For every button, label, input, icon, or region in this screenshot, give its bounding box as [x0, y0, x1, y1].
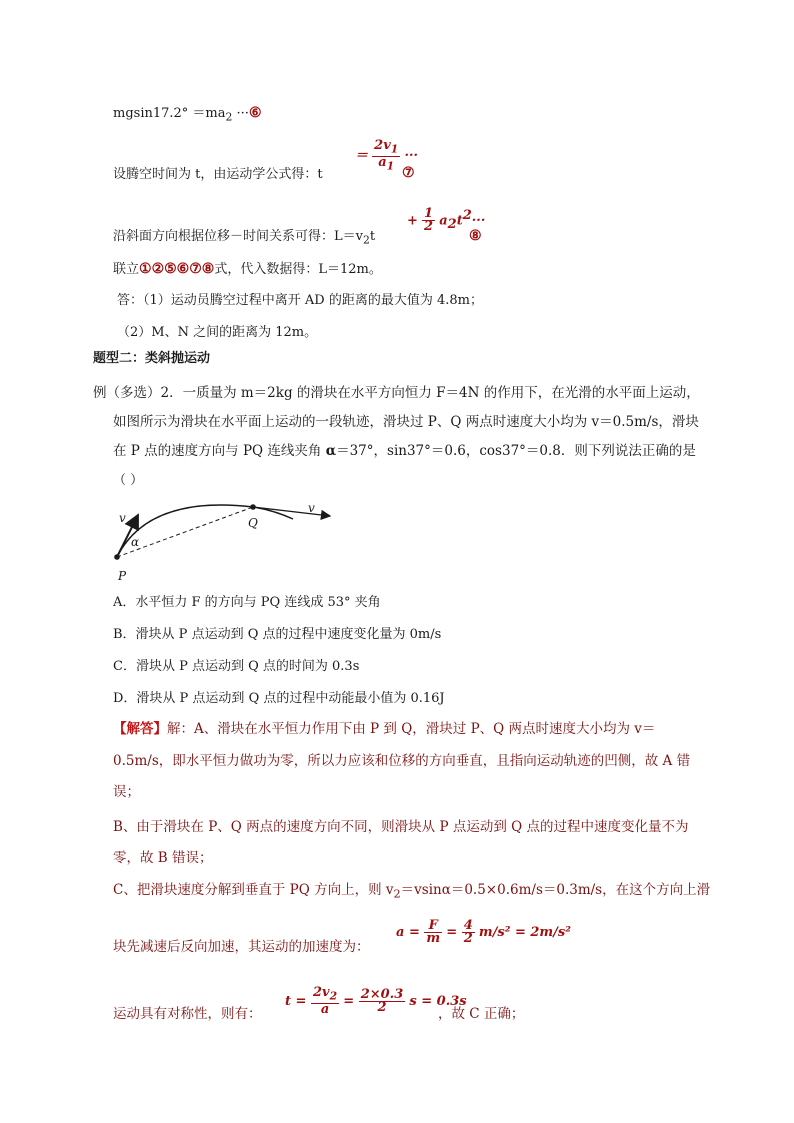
equation-line-6 [113, 103, 262, 128]
option-a: A．水平恒力 F 的方向与 PQ 连线成 53° 夹角 [113, 595, 381, 610]
line-text: 在 P 点的速度方向与 PQ 连线夹角 [113, 443, 326, 459]
t-symbol: t [285, 993, 292, 1009]
equation-numbers: ①②⑤⑥⑦⑧ [139, 261, 215, 277]
fraction-2v2-a [311, 987, 339, 1016]
denominator: m [426, 931, 441, 946]
answer-line-4: B、由于滑块在 P、Q 两点的速度方向不同，则滑块从 P 点运动到 Q 点的过程中速度变化量不为 [113, 819, 689, 835]
question-line-2: 如图所示为滑块在水平面上运动的一段轨迹，滑块过 P、Q 两点时速度大小均为 v＝0.5m/s，滑块 [113, 414, 699, 430]
answer-line-1 [113, 719, 655, 739]
answer-line-1: 答：（1）运动员腾空过程中离开 AD 的距离的最大值为 4.8m； [117, 293, 483, 308]
numerator: 2v [374, 138, 391, 153]
label-q: Q [248, 516, 258, 530]
numerator: 4 [463, 918, 473, 933]
subscript: 2 [225, 110, 233, 124]
label-v-right: v [308, 501, 315, 515]
label-v-left: v [119, 511, 126, 525]
answer-text: C、把滑块速度分解到垂直于 PQ 方向上，则 v [113, 882, 394, 898]
formula-tail: m/s² = 2m/s² [478, 925, 571, 940]
answer-line-6 [113, 880, 710, 905]
equation-number: ⑦ [402, 165, 415, 181]
subscript: 2 [447, 216, 457, 232]
answer-text: 解：A、滑块在水平恒力作用下由 P 到 Q，滑块过 P、Q 两点时速度大小均为 v＝ [167, 721, 656, 737]
answer-line-2: 0.5m/s，即水平恒力做功为零，所以力应该和位移的方向垂直，且指向运动轨迹的凹侧，故 A 错 [113, 753, 691, 769]
label-p: P [118, 569, 127, 583]
fraction-f-m [424, 920, 442, 945]
formula-tail: s = 0.3s [409, 993, 467, 1009]
equals: ＝ [355, 148, 369, 164]
question-line-3 [113, 441, 696, 461]
denominator: a [378, 154, 387, 170]
line-text-tail: 式，代入数据得：L＝12m。 [214, 262, 382, 277]
accel-formula: a = $\frac{F}{m}$ = $\frac{4}{2}$ m/s² = 2m/s² [396, 918, 571, 946]
answer-line-3: 误； [113, 784, 140, 800]
ellipsis: ··· [404, 148, 419, 164]
equation-line-8 [113, 227, 375, 251]
numerator-sub: 1 [390, 142, 399, 156]
t-symbol: t [369, 229, 376, 244]
fraction-numeric [359, 986, 406, 1015]
fraction [372, 140, 400, 172]
fraction-half [422, 208, 435, 233]
answer-line-8-end: ，故 C 正确； [438, 1006, 525, 1022]
numerator: 2×0.3 [360, 986, 404, 1002]
alpha-symbol: α [325, 443, 337, 459]
trajectory-diagram [108, 495, 348, 595]
answer-line-8: 运动具有对称性，则有： [113, 1006, 262, 1022]
velocity-arrow-q [253, 507, 330, 516]
answer-line-7: 块先减速后反向加速，其运动的加速度为： [113, 939, 370, 955]
plus: + [407, 213, 418, 229]
line-text: 联立 [113, 262, 140, 277]
answer-line-5: 零，故 B 错误； [113, 850, 213, 866]
superscript: 2 [462, 208, 472, 223]
subscript: 2 [393, 887, 401, 901]
time-formula: t = $\frac{2v_2}{a}$ = $\frac{2\times 0.3}{2}$ s = 0.3s [285, 985, 467, 1017]
numerator: 1 [424, 206, 434, 222]
equation-number: ⑧ [469, 228, 482, 244]
question-line-1: 例（多选）2．一质量为 m＝2kg 的滑块在水平方向恒力 F＝4N 的作用下，在光滑的水平面上运动， [93, 385, 700, 401]
answer-text-tail: ＝vsinα＝0.5×0.6m/s＝0.3m/s，在这个方向上滑 [400, 882, 711, 898]
t-symbol: t [456, 213, 463, 229]
section-title: 题型二：类斜抛运动 [93, 351, 211, 366]
line-text: 设腾空时间为 t，由运动学公式得：t [113, 167, 323, 182]
option-d: D．滑块从 P 点运动到 Q 点的过程中动能最小值为 0.16J [113, 691, 445, 706]
denominator: 2 [424, 219, 434, 235]
line-text-tail: ＝37°，sin37°＝0.6，cos37°＝0.8．则下列说法正确的是 [336, 443, 696, 459]
ellipsis: ··· [471, 213, 486, 229]
ellipsis: ··· [232, 106, 249, 121]
denominator: 2 [463, 931, 473, 946]
equation-number: ⑥ [248, 105, 262, 121]
numerator: 2v [312, 985, 330, 1000]
answer-line-2: （2）M、N 之间的距离为 12m。 [117, 325, 318, 340]
answer-blank: （ ） [113, 473, 144, 488]
combine-line [113, 259, 382, 280]
fraction-4-2 [462, 920, 475, 945]
numerator: F [424, 920, 442, 933]
denominator: a [320, 1001, 330, 1017]
denominator-sub: 1 [386, 159, 395, 173]
subscript: 2 [362, 233, 370, 247]
point-p [114, 554, 120, 560]
a-symbol: a [439, 213, 448, 229]
trajectory-curve [117, 505, 293, 557]
answer-tag: 【解答】 [113, 721, 167, 737]
pq-dashed-line [117, 507, 253, 557]
a-symbol: a [396, 925, 405, 940]
equals: = [404, 925, 425, 940]
numerator-sub: 2 [329, 989, 338, 1003]
equation-line-7 [113, 165, 323, 185]
option-b: B．滑块从 P 点运动到 Q 点的过程中速度变化量为 0m/s [113, 627, 442, 642]
option-c: C．滑块从 P 点运动到 Q 点的时间为 0.3s [113, 659, 360, 674]
label-alpha: α [131, 535, 140, 549]
line-text: 沿斜面方向根据位移－时间关系可得：L＝v [113, 229, 363, 244]
equation-text: mgsin17.2° ＝ma [113, 106, 226, 121]
point-q [250, 504, 256, 510]
denominator: 2 [377, 999, 387, 1015]
